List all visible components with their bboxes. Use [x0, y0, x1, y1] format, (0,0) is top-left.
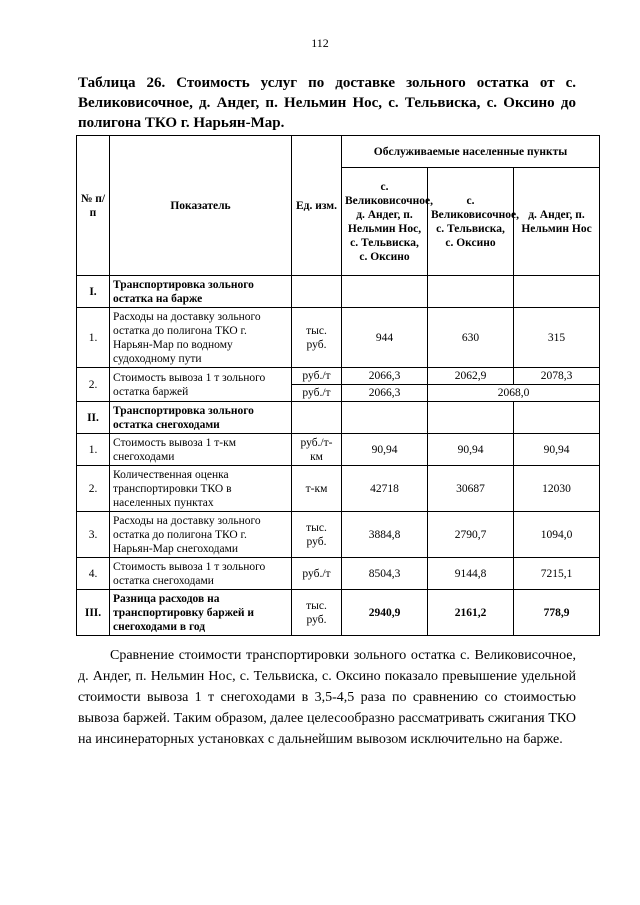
row-unit: руб./т-км: [292, 434, 342, 466]
row-value: [342, 276, 428, 308]
header-col2: с. Великовисочное, с. Тельвиска, с. Оксино: [428, 168, 514, 276]
header-indicator: Показатель: [110, 136, 292, 276]
row-num: II.: [77, 402, 110, 434]
row-value: 2161,2: [428, 590, 514, 636]
body-paragraph: Сравнение стоимости транспортировки зольного остатка с. Великовисочное, д. Андег, п. Нельмин Нос, с. Тельвиска, с. Оксино показало превышение удельной стоимости вывоза 1 т снегоходами в 3,5-4,5 раза по сравнению со стоимостью вывоза баржей. Таким образом, далее целесообразно рассматривать сжигания ТКО на инсинераторных установках с дальнейшим вывозом исключительно на барже.: [78, 648, 576, 747]
row-value: 42718: [342, 466, 428, 512]
header-num: № п/п: [77, 136, 110, 276]
row-unit: [292, 276, 342, 308]
row-value: 2790,7: [428, 512, 514, 558]
row-num: 4.: [77, 558, 110, 590]
header-unit: Ед. изм.: [292, 136, 342, 276]
row-value: 12030: [514, 466, 600, 512]
page-number: 112: [311, 36, 329, 50]
row-value-merged: 2068,0: [428, 385, 600, 402]
row-value: [428, 402, 514, 434]
row-unit: [292, 402, 342, 434]
row-num: III.: [77, 590, 110, 636]
row-unit: руб./т: [292, 558, 342, 590]
row-unit: т-км: [292, 466, 342, 512]
row-value: 30687: [428, 466, 514, 512]
row-num: 1.: [77, 308, 110, 368]
row-name: Транспортировка зольного остатка на барже: [110, 276, 292, 308]
table-row: [77, 276, 600, 308]
row-value: 2940,9: [342, 590, 428, 636]
cost-table: [76, 135, 600, 636]
row-unit: руб./т: [292, 368, 342, 385]
table-row: [77, 590, 600, 636]
row-unit: тыс. руб.: [292, 512, 342, 558]
row-value: 90,94: [428, 434, 514, 466]
table-row: [77, 308, 600, 368]
row-unit: тыс. руб.: [292, 590, 342, 636]
row-value: 2066,3: [342, 385, 428, 402]
header-row: [77, 136, 600, 168]
header-col3: д. Андег, п. Нельмин Нос: [514, 168, 600, 276]
row-unit: тыс. руб.: [292, 308, 342, 368]
row-value: 2062,9: [428, 368, 514, 385]
row-value: [514, 402, 600, 434]
row-num: 1.: [77, 434, 110, 466]
table-row: [77, 466, 600, 512]
table-row: [77, 512, 600, 558]
row-value: 2078,3: [514, 368, 600, 385]
table-caption: Таблица 26. Стоимость услуг по доставке зольного остатка от с. Великовисочное, д. Андег, п. Нельмин Нос, с. Тельвиска, с. Оксино до полигона ТКО г. Нарьян-Мар.: [78, 75, 576, 131]
row-value: [428, 276, 514, 308]
table-row: [77, 434, 600, 466]
row-name: Расходы на доставку зольного остатка до полигона ТКО г. Нарьян-Мар по водному судоходному пути: [110, 308, 292, 368]
row-value: 778,9: [514, 590, 600, 636]
row-value: 944: [342, 308, 428, 368]
row-name: Транспортировка зольного остатка снегоходами: [110, 402, 292, 434]
row-value: 315: [514, 308, 600, 368]
row-name: Стоимость вывоза 1 т-км снегоходами: [110, 434, 292, 466]
header-group: Обслуживаемые населенные пункты: [342, 136, 600, 168]
table-row: [77, 368, 600, 385]
row-value: 3884,8: [342, 512, 428, 558]
row-value: 9144,8: [428, 558, 514, 590]
row-name: Расходы на доставку зольного остатка до полигона ТКО г. Нарьян-Мар снегоходами: [110, 512, 292, 558]
row-value: 90,94: [342, 434, 428, 466]
header-col1: с. Великовисочное, д. Андег, п. Нельмин Нос, с. Тельвиска, с. Оксино: [342, 168, 428, 276]
row-value: 90,94: [514, 434, 600, 466]
row-value: 8504,3: [342, 558, 428, 590]
table-row: [77, 558, 600, 590]
row-name: Стоимость вывоза 1 т зольного остатка баржей: [110, 368, 292, 402]
row-num: 2.: [77, 466, 110, 512]
table-row: [77, 402, 600, 434]
row-value: 1094,0: [514, 512, 600, 558]
row-num: I.: [77, 276, 110, 308]
row-num: 3.: [77, 512, 110, 558]
row-name: Разница расходов на транспортировку баржей и снегоходами в год: [110, 590, 292, 636]
row-unit: руб./т: [292, 385, 342, 402]
row-value: [342, 402, 428, 434]
row-name: Стоимость вывоза 1 т зольного остатка снегоходами: [110, 558, 292, 590]
row-value: 2066,3: [342, 368, 428, 385]
row-value: 7215,1: [514, 558, 600, 590]
row-name: Количественная оценка транспортировки ТКО в населенных пунктах: [110, 466, 292, 512]
row-value: [514, 276, 600, 308]
row-num: 2.: [77, 368, 110, 402]
row-value: 630: [428, 308, 514, 368]
